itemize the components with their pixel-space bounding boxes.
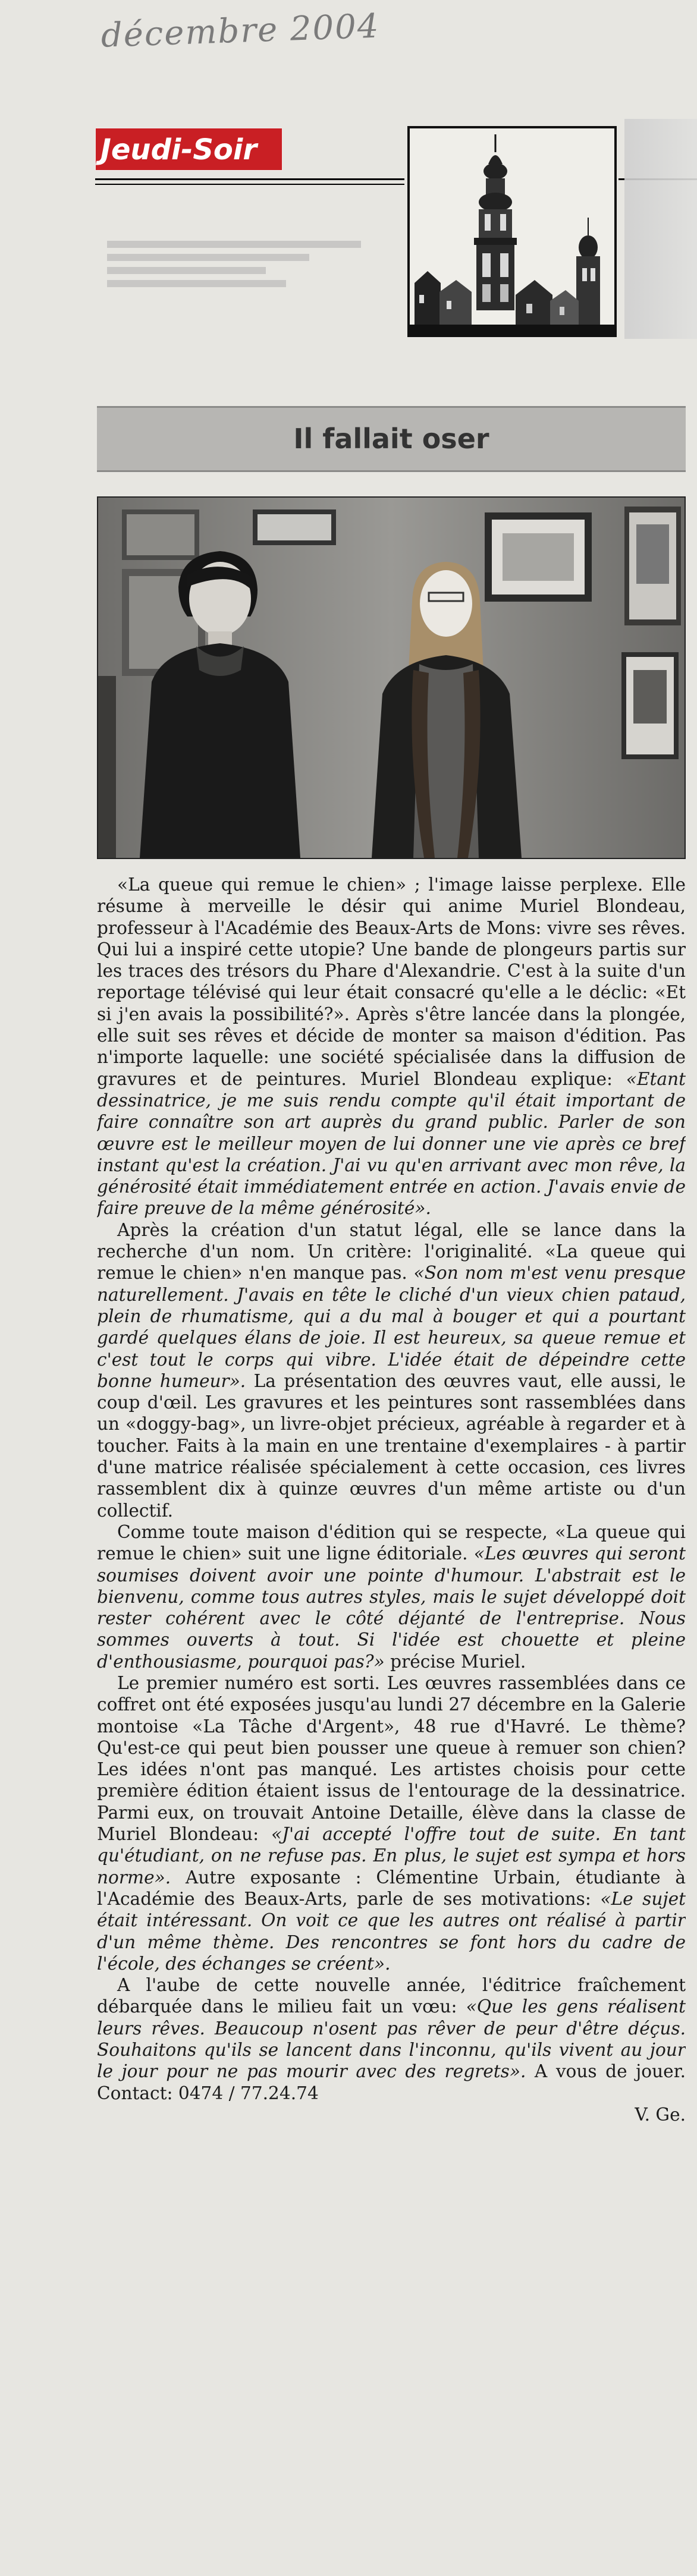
article-paragraph [97,2104,686,2125]
framed-artwork [485,512,592,602]
body-text: A l'aube de cette nouvelle année, l'éditrice fraîchement débarquée dans le milieu fait un vœu: [97,1975,686,2017]
framed-artwork [621,652,679,759]
quote-text: «Les œuvres qui seront soumises doivent avoir une pointe d'humour. L'abstrait est le bienvenu, comme tous autres styles, mais le sujet développé doit rester cohérent avec le côté déjanté de l'entreprise. Nous sommes ouverts à tout. Si l'idée est chouette et pleine d'enthousiasme, pourquoi pas?» [97,1543,686,1672]
body-text: V. Ge. [635,2104,686,2125]
quote-text: «Etant dessinatrice, je me suis rendu compte qu'il était important de faire connaître son art auprès du grand public. Parler de son œuvre est le meilleur moyen de lui donner une vie après ce bref instant qu'est la création. J'ai vu qu'en arrivant avec mon rêve, la générosité était immédiatement entrée en action. J'avais envie de faire preuve de la même générosité». [97,1068,686,1219]
belfry-icon [410,128,614,335]
framed-artwork [624,507,681,625]
headline: Il fallait oser [97,406,686,472]
quote-text: «J'ai accepté l'offre tout de suite. En tant qu'étudiant, on ne refuse pas. En plus, le sujet est sympa et hors norme». [97,1824,686,1888]
article-body [97,874,686,2556]
quote-text: «Que les gens réalisent leurs rêves. Beaucoup n'osent pas rêver de peur d'être déçus. Souhaitons qu'ils se lancent dans l'inconnu, qu'ils vivent au jour le jour pour ne pas mourir avec des regrets». [97,1996,686,2082]
body-text: Autre exposante : Clémentine Urbain, étudiante à l'Académie des Beaux-Arts, parle de ses motivations: [97,1867,686,1909]
body-text: La présentation des œuvres vaut, elle aussi, le coup d'œil. Les gravures et les peintures sont rassemblées dans un «doggy-bag», un livre-objet précieux, agréable à regarder et à toucher. Faits à la main en une trentaine d'exemplaires - à partir d'une matrice réalisée spécialement à cette occasion, ces livres rassemblent dix à quinze œuvres d'un même artiste ou d'un collectif. [97,1370,686,1521]
header-rule [95,184,404,185]
quote-text: «Son nom m'est venu presque naturellement. J'avais en tête le cliché d'un vieux chien pataud, plein de rhumatisme, qui a du mal à bouger et qui a pourtant gardé quelques élans de joie. Il est heureux, sa queue remue et c'est tout le corps qui vibre. L'idée était de dépeindre cette bonne humeur». [97,1263,686,1391]
bleed-through-text [107,235,395,336]
header-rule [95,178,404,180]
section-header [95,119,697,339]
body-text: A vous de jouer. Contact: 0474 / 77.24.74 [97,2061,686,2103]
body-text: «La queue qui remue le chien» ; l'image laisse perplexe. Elle résume à merveille le désir qui anime Muriel Blondeau, professeur à l'Académie des Beaux-Arts de Mons: vivre ses rêves. Qui lui a inspiré cette utopie? Une bande de plongeurs partis sur les traces des trésors du Phare d'Alexandrie. C'est à la suite d'un reportage télévisé qui leur était consacré qu'elle a le déclic: «Et si j'en avais la possibilité?». Après s'être lancée dans la plongée, elle suit ses rêves et décide de monter sa maison d'édition. Pas n'importe laquelle: une société spécialisée dans la diffusion de gravures et de peintures. Muriel Blondeau explique: [97,875,686,1089]
body-text: Après la création d'un statut légal, elle se lance dans la recherche d'un nom. Un critère: l'originalité. «La queue qui remue le chien» n'en manque pas. [97,1219,686,1284]
quote-text: «Le sujet était intéressant. On voit ce que les autres ont réalisé à partir d'un même thème. Des rencontres se font hors du cadre de l'école, des échanges se créent». [97,1888,686,1974]
bleed-through-panel [624,119,697,339]
article-paragraph [97,1521,686,1672]
body-text: Comme toute maison d'édition qui se respecte, «La queue qui remue le chien» suit une ligne éditoriale. [97,1521,686,1564]
handwritten-date: décembre 2004 [100,7,381,55]
article-paragraph [97,874,686,1219]
section-badge: Jeudi-Soir [95,128,282,171]
article-photo [97,496,686,859]
article-paragraph [97,1974,686,2104]
article-paragraph [97,1219,686,1521]
belfry-sketch [407,126,617,337]
body-text: Le premier numéro est sorti. Les œuvres rassemblées dans ce coffret ont été exposées jusqu'au lundi 27 décembre en la Galerie montoise «La Tâche d'Argent», 48 rue d'Havré. Le thème? Qu'est-ce qui peut bien pousser une queue à remuer son chien? Les idées n'ont pas manqué. Les artistes choisis pour cette première édition étaient issus de l'entourage de la dessinatrice. Parmi eux, on trouvait Antoine Detaille, élève dans la classe de Muriel Blondeau: [97,1672,686,1845]
framed-artwork [253,509,336,545]
article-paragraph [97,1672,686,1974]
body-text: précise Muriel. [384,1651,526,1672]
framed-artwork [122,509,199,560]
